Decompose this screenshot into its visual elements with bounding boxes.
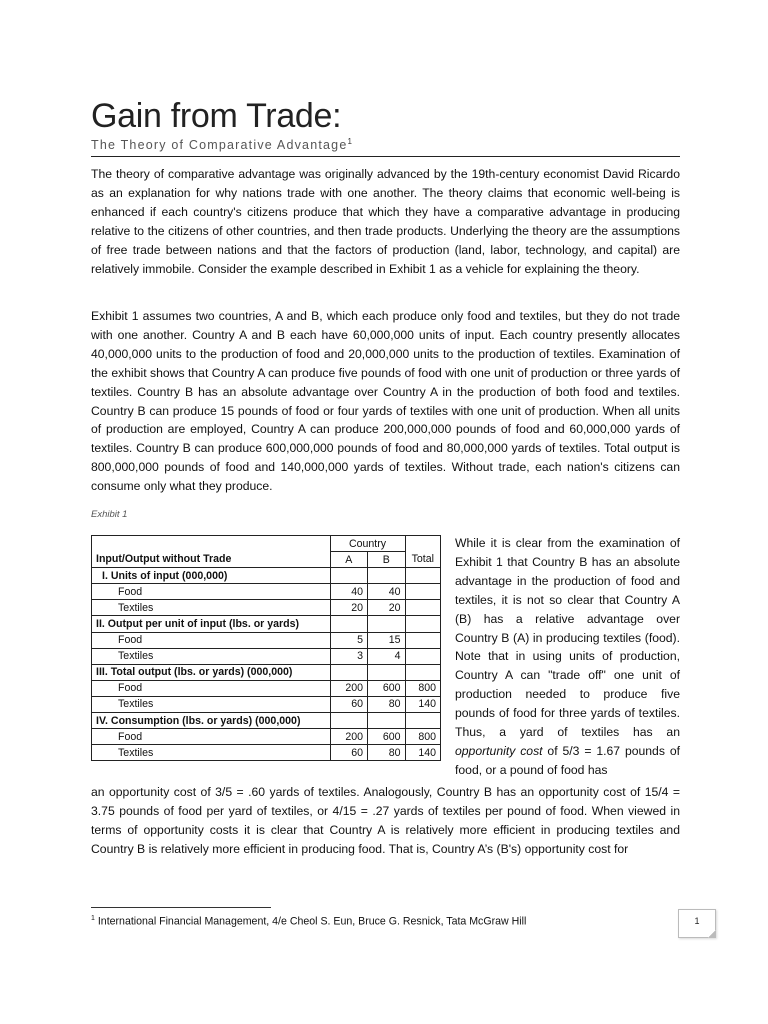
table-cell-label: Textiles — [92, 648, 331, 664]
table-cell-label: Food — [92, 632, 331, 648]
table-row — [92, 680, 441, 696]
table-cell-total — [405, 600, 440, 616]
side-text-before: While it is clear from the examination of Exhibit 1 that Country B has an absolute advantage in the production of food and textiles, it is not so clear that Country A (B) has a relative advantage over Country B (A) in producing textiles (food). Note that in using units of production, Country A can "trade off" one unit of production needed to produce five pounds of food for three yards of textiles. Thus, a yard of textiles has an — [455, 536, 680, 740]
paragraph-intro: The theory of comparative advantage was originally advanced by the 19th-century economist David Ricardo as an explanation for why nations trade with one another. The theory claims that economic well-being is enhanced if each country's citizens produce that which they have a comparative advantage in producing relative to the citizens of other countries, and then trade products. Underlying the theory are the assumptions of free trade between nations and that the factors of production (land, labor, technology, and capital) are relatively immobile. Consider the example described in Exhibit 1 as a vehicle for explaining the theory. — [91, 167, 680, 276]
table-cell-b: 600 — [368, 729, 406, 745]
exhibit-label: Exhibit 1 — [91, 509, 128, 520]
table-cell-total: 140 — [405, 696, 440, 712]
table-cell-label: Food — [92, 584, 331, 600]
table-cell-a: 60 — [330, 745, 368, 761]
table-cell-b — [368, 568, 406, 584]
exhibit-table — [91, 535, 441, 761]
table-section-row — [92, 616, 441, 632]
table-cell-label: Textiles — [92, 745, 331, 761]
table-row — [92, 600, 441, 616]
paragraph-exhibit-description: Exhibit 1 assumes two countries, A and B, which each produce only food and textiles, but they do not trade with one another. Country A and B each have 60,000,000 units of input. Each country presently allocates 40,000,000 units to the production of food and 20,000,000 units to the production of textiles. Examination of the exhibit shows that Country A can produce five pounds of food with one unit of production or three yards of textiles. Country B has an absolute advantage over Country A in the production of both food and textiles. Country B can produce 15 pounds of food or four yards of textiles with one unit of production. When all units of production are employed, Country A can produce 200,000,000 pounds of food and 60,000,000 yards of textiles. Country B can produce 600,000,000 pounds of food and 80,000,000 yards of textiles. Total output is 800,000,000 pounds of food and 140,000,000 yards of textiles. Without trade, each nation's citizens can consume only what they produce. — [91, 309, 680, 494]
table-header-total: Total — [405, 552, 440, 568]
table-cell-total: 140 — [405, 745, 440, 761]
table-header-a: A — [330, 552, 368, 568]
table-group-header-row — [92, 536, 441, 552]
table-cell-a — [330, 664, 368, 680]
table-cell-a: 40 — [330, 584, 368, 600]
table-cell-label: Textiles — [92, 696, 331, 712]
table-cell-a: 200 — [330, 680, 368, 696]
table-row — [92, 584, 441, 600]
table-section-row — [92, 568, 441, 584]
table-row — [92, 632, 441, 648]
table-cell-empty — [92, 536, 331, 552]
table-cell-total — [405, 568, 440, 584]
footnote-text: International Financial Management, 4/e Cheol S. Eun, Bruce G. Resnick, Tata McGraw Hill — [97, 915, 527, 928]
table-section-row — [92, 713, 441, 729]
table-cell-total — [405, 584, 440, 600]
table-header-label: Input/Output without Trade — [92, 552, 331, 568]
table-cell-label: Food — [92, 680, 331, 696]
table-cell-a — [330, 616, 368, 632]
continuation-paragraph: an opportunity cost of 3/5 = .60 yards of textiles. Analogously, Country B has an opportunity cost of 15/4 = 3.75 pounds of food per yard of textiles, or 4/15 = .27 yards of textiles per pound of food. When viewed in terms of opportunity costs it is clear that Country A is relatively more efficient in producing textiles and Country B is relatively more efficient in producing food. That is, Country A’s (B's) opportunity cost for — [91, 785, 680, 856]
table-cell-b: 80 — [368, 745, 406, 761]
subtitle-footnote-ref: 1 — [347, 137, 352, 146]
table-cell-label: I. Units of input (000,000) — [92, 568, 331, 584]
table-row — [92, 648, 441, 664]
table-cell-total — [405, 632, 440, 648]
table-cell-b — [368, 616, 406, 632]
table-cell-total — [405, 648, 440, 664]
table-cell-total: 800 — [405, 680, 440, 696]
footnote — [91, 915, 526, 928]
table-cell-empty — [405, 536, 440, 552]
table-cell-a — [330, 568, 368, 584]
table-cell-a — [330, 713, 368, 729]
footnote-number: 1 — [91, 915, 95, 922]
side-text-emphasis: opportunity cost — [455, 743, 543, 758]
table-cell-a: 20 — [330, 600, 368, 616]
side-text-after: of 5/3 = 1.67 pounds of food, or a pound of food has — [455, 743, 680, 777]
table-header-b: B — [368, 552, 406, 568]
table-row — [92, 729, 441, 745]
table-cell-b: 20 — [368, 600, 406, 616]
table-cell-b: 15 — [368, 632, 406, 648]
table-cell-a: 3 — [330, 648, 368, 664]
table-section-row — [92, 664, 441, 680]
table-cell-a: 200 — [330, 729, 368, 745]
table-cell-a: 60 — [330, 696, 368, 712]
table-cell-total — [405, 713, 440, 729]
title-rule — [91, 156, 680, 157]
page-title: Gain from Trade: — [91, 97, 342, 135]
table-cell-total — [405, 616, 440, 632]
table-row — [92, 745, 441, 761]
table-cell-label: Food — [92, 729, 331, 745]
subtitle-text: The Theory of Comparative Advantage — [91, 138, 348, 153]
table-row — [92, 696, 441, 712]
table-group-header: Country — [330, 536, 405, 552]
table-cell-b: 4 — [368, 648, 406, 664]
page-subtitle — [91, 137, 352, 152]
page-number: 1 — [694, 916, 700, 926]
page-number-box — [678, 909, 716, 938]
table-cell-label: Textiles — [92, 600, 331, 616]
table-cell-label: III. Total output (lbs. or yards) (000,000) — [92, 664, 331, 680]
table-cell-b — [368, 713, 406, 729]
table-cell-label: IV. Consumption (lbs. or yards) (000,000) — [92, 713, 331, 729]
table-cell-total: 800 — [405, 729, 440, 745]
table-cell-b — [368, 664, 406, 680]
page-curl-icon — [708, 930, 716, 938]
table-header-row — [92, 552, 441, 568]
footnote-rule — [91, 907, 271, 908]
table-cell-b: 80 — [368, 696, 406, 712]
table-cell-b: 40 — [368, 584, 406, 600]
table-cell-b: 600 — [368, 680, 406, 696]
table-cell-label: II. Output per unit of input (lbs. or yards) — [92, 616, 331, 632]
table-cell-a: 5 — [330, 632, 368, 648]
table-cell-total — [405, 664, 440, 680]
side-paragraph — [455, 534, 680, 780]
